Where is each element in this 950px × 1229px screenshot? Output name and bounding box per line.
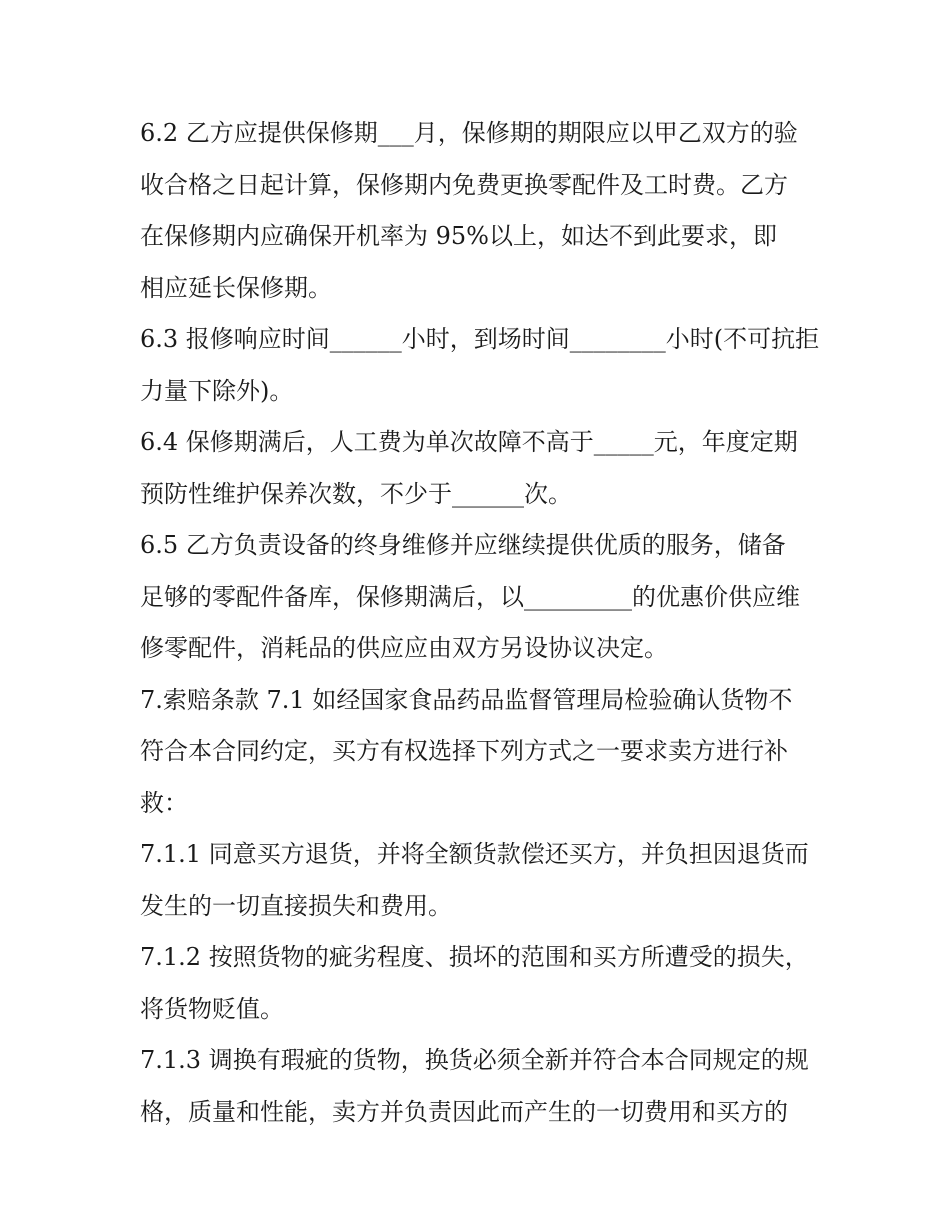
text-line: 救： [140,788,188,817]
clause-6-4 [140,417,820,520]
text-line: 收合格之日起计算，保修期内免费更换零配件及工时费。乙方 [140,170,788,199]
text-line: 符合本合同约定，买方有权选择下列方式之一要求卖方进行补 [140,737,788,765]
clause-7-1-2 [140,932,820,1035]
clause-6-5 [140,520,820,675]
text-line: 6.2 乙方应提供保修期___月，保修期的期限应以甲乙双方的验 [140,119,798,147]
text-line: 将货物贬值。 [140,994,284,1023]
text-line: 足够的零配件备库，保修期满后，以_________的优惠价供应维 [140,582,800,611]
text-line: 6.5 乙方负责设备的终身维修并应继续提供优质的服务，储备 [140,531,786,559]
clause-7-1-1 [140,829,820,932]
clause-7-1-3 [140,1035,820,1138]
clause-6-3 [140,314,820,417]
text-line: 7.1.1 同意买方退货，并将全额货款偿还买方，并负担因退货而 [140,840,809,868]
text-line: 相应延长保修期。 [140,273,332,302]
text-line: 7.索赔条款 7.1 如经国家食品药品监督管理局检验确认货物不 [140,685,793,714]
text-line: 在保修期内应确保开机率为 95%以上，如达不到此要求，即 [140,222,777,250]
clause-7-1 [140,675,820,830]
text-line: 6.3 报修响应时间______小时，到场时间________小时(不可抗拒 [140,325,820,353]
text-line: 预防性维护保养次数，不少于______次。 [140,479,572,508]
text-line: 修零配件，消耗品的供应应由双方另设协议决定。 [140,634,668,662]
text-line: 发生的一切直接损失和费用。 [140,891,452,920]
text-line: 7.1.2 按照货物的疵劣程度、损坏的范围和买方所遭受的损失， [140,943,809,971]
text-line: 6.4 保修期满后，人工费为单次故障不高于_____元，年度定期 [140,428,798,456]
clause-6-2 [140,108,820,314]
text-line: 力量下除外)。 [140,376,294,405]
text-line: 7.1.3 调换有瑕疵的货物，换货必须全新并符合本合同规定的规 [140,1046,809,1074]
text-line: 格，质量和性能，卖方并负责因此而产生的一切费用和买方的 [140,1097,788,1126]
document-body [140,108,820,1138]
